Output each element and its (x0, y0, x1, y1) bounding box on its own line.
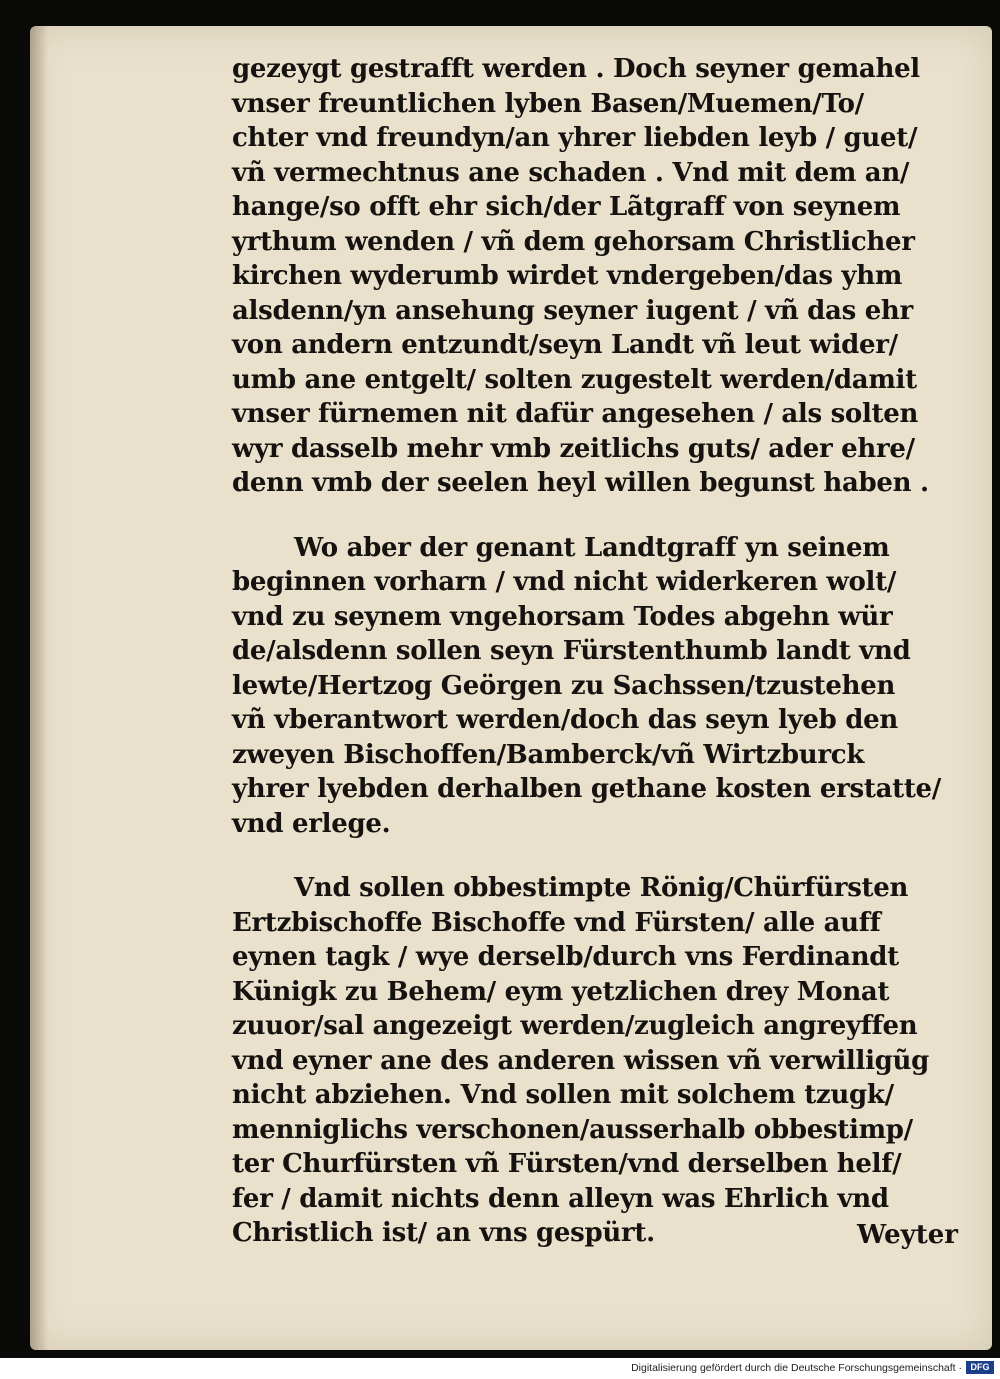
text-line: umb ane entgelt/ solten zugestelt werden/damit (232, 364, 917, 395)
text-line: denn vmb der seelen heyl willen begunst haben . (232, 468, 929, 498)
text-line: alsdenn/yn ansehung seyner iugent / vñ das ehr (232, 295, 913, 326)
text-line: hange/so offt ehr sich/der Lãtgraff von seynem (232, 192, 901, 222)
text-line: vnser fürnemen nit dafür angesehen / als solten (232, 399, 919, 429)
catchword: Weyter (857, 1220, 958, 1250)
text-line: zweyen Bischoffen/Bamberck/vñ Wirtzburck (232, 739, 865, 770)
text-line: Christlich ist/ an vns gespürt. (232, 1218, 655, 1248)
paragraph-gap (232, 841, 954, 871)
page-gutter-shadow (30, 26, 48, 1350)
text-line: menniglichs verschonen/ausserhalb obbestimp/ (232, 1114, 913, 1145)
text-line: Wo aber der genant Landtgraff yn seinem (294, 532, 890, 563)
text-line: vñ vermechtnus ane schaden . Vnd mit dem an/ (232, 157, 910, 188)
text-line: Vnd sollen obbestimpte Rönig/Chürfürsten (294, 873, 909, 903)
paragraph-gap (232, 501, 954, 531)
text-line: yhrer lyebden derhalben gethane kosten erstatte/ (232, 774, 941, 804)
text-line: vnser freuntlichen lyben Basen/Muemen/To/ (232, 88, 864, 119)
text-line: kirchen wyderumb wirdet vndergeben/das yhm (232, 261, 903, 291)
text-line: beginnen vorharn / vnd nicht widerkeren wolt/ (232, 567, 897, 597)
text-line: chter vnd freundyn/an yhrer liebden leyb / guet/ (232, 123, 918, 153)
text-line: eynen tagk / wye derselb/durch vns Ferdinandt (232, 942, 899, 972)
text-line: de/alsdenn sollen seyn Fürstenthumb landt vnd (232, 636, 911, 666)
text-line: wyr dasselb mehr vmb zeitlichs guts/ ader ehre/ (232, 433, 915, 464)
text-line: vñ vberantwort werden/doch das seyn lyeb den (232, 705, 899, 735)
text-line: vnd eyner ane des anderen wissen vñ verwilligũg (232, 1045, 930, 1076)
text-line: Ertzbischoffe Bischoffe vnd Fürsten/ alle auff (232, 907, 881, 938)
paragraph-3 (232, 871, 954, 1251)
page-text (232, 52, 954, 1251)
text-line: vnd erlege. (232, 808, 391, 839)
text-line: fer / damit nichts denn alleyn was Ehrlich vnd (232, 1183, 889, 1214)
text-line: ter Churfürsten vñ Fürsten/vnd derselben helf/ (232, 1149, 902, 1179)
text-line: gezeygt gestrafft werden . Doch seyner gemahel (232, 54, 920, 84)
paragraph-2 (232, 531, 954, 842)
text-line: yrthum wenden / vñ dem gehorsam Christlicher (232, 226, 915, 257)
text-line: lewte/Hertzog Geörgen zu Sachssen/tzustehen (232, 670, 896, 701)
text-line: vnd zu seynem vngehorsam Todes abgehn wür (232, 601, 893, 632)
text-line: nicht abziehen. Vnd sollen mit solchem tzugk/ (232, 1080, 894, 1110)
text-line: Künigk zu Behem/ eym yetzlichen drey Monat (232, 976, 890, 1007)
paragraph-1 (232, 52, 954, 501)
footer-credit: Digitalisierung gefördert durch die Deutsche Forschungsgemeinschaft · (631, 1362, 962, 1374)
text-line: von andern entzundt/seyn Landt vñ leut wider/ (232, 330, 898, 360)
text-line: zuuor/sal angezeigt werden/zugleich angreyffen (232, 1011, 918, 1041)
dfg-logo-icon: DFG (966, 1361, 994, 1374)
